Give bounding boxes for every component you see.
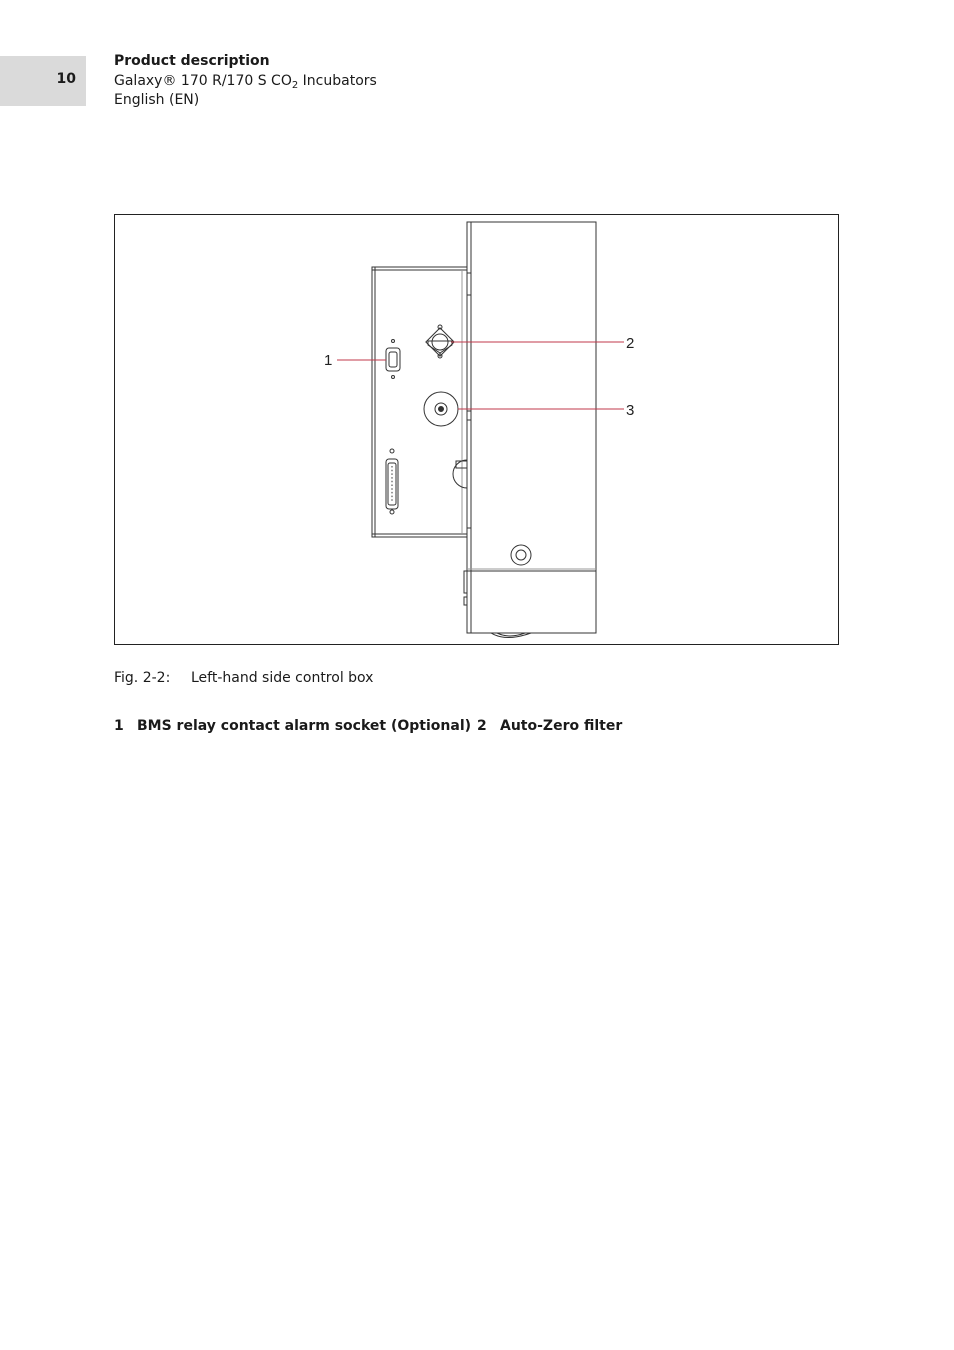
foot-icon [491,633,531,638]
figure-caption [114,670,373,686]
legend-number: 1 [114,718,124,734]
page-number-tab [0,56,86,106]
product-name-subscript: 2 [291,79,299,91]
callout-2: 2 [626,335,635,352]
hinge-marks [464,571,467,605]
figure-label: Fig. 2-2: [114,670,171,686]
legend-item [114,718,471,734]
legend-text: Auto-Zero filter [500,718,623,734]
section-title: Product description [114,53,270,69]
product-name-prefix: Galaxy® 170 R/170 S CO [114,72,292,89]
legend-item [477,718,622,734]
legend-text: BMS relay contact alarm socket (Optional) [137,718,472,734]
figure-caption-text: Left-hand side control box [191,670,374,686]
callout-1: 1 [324,352,333,369]
callout-3: 3 [626,402,635,419]
legend-number: 2 [477,718,487,734]
running-header [114,52,377,111]
cabinet-side-panel [467,222,596,633]
product-name [114,72,377,92]
control-box-drawing [115,215,840,646]
language-label: English (EN) [114,92,200,108]
figure-frame [114,214,839,645]
product-name-suffix: Incubators [298,72,377,89]
page-number: 10 [56,71,76,87]
